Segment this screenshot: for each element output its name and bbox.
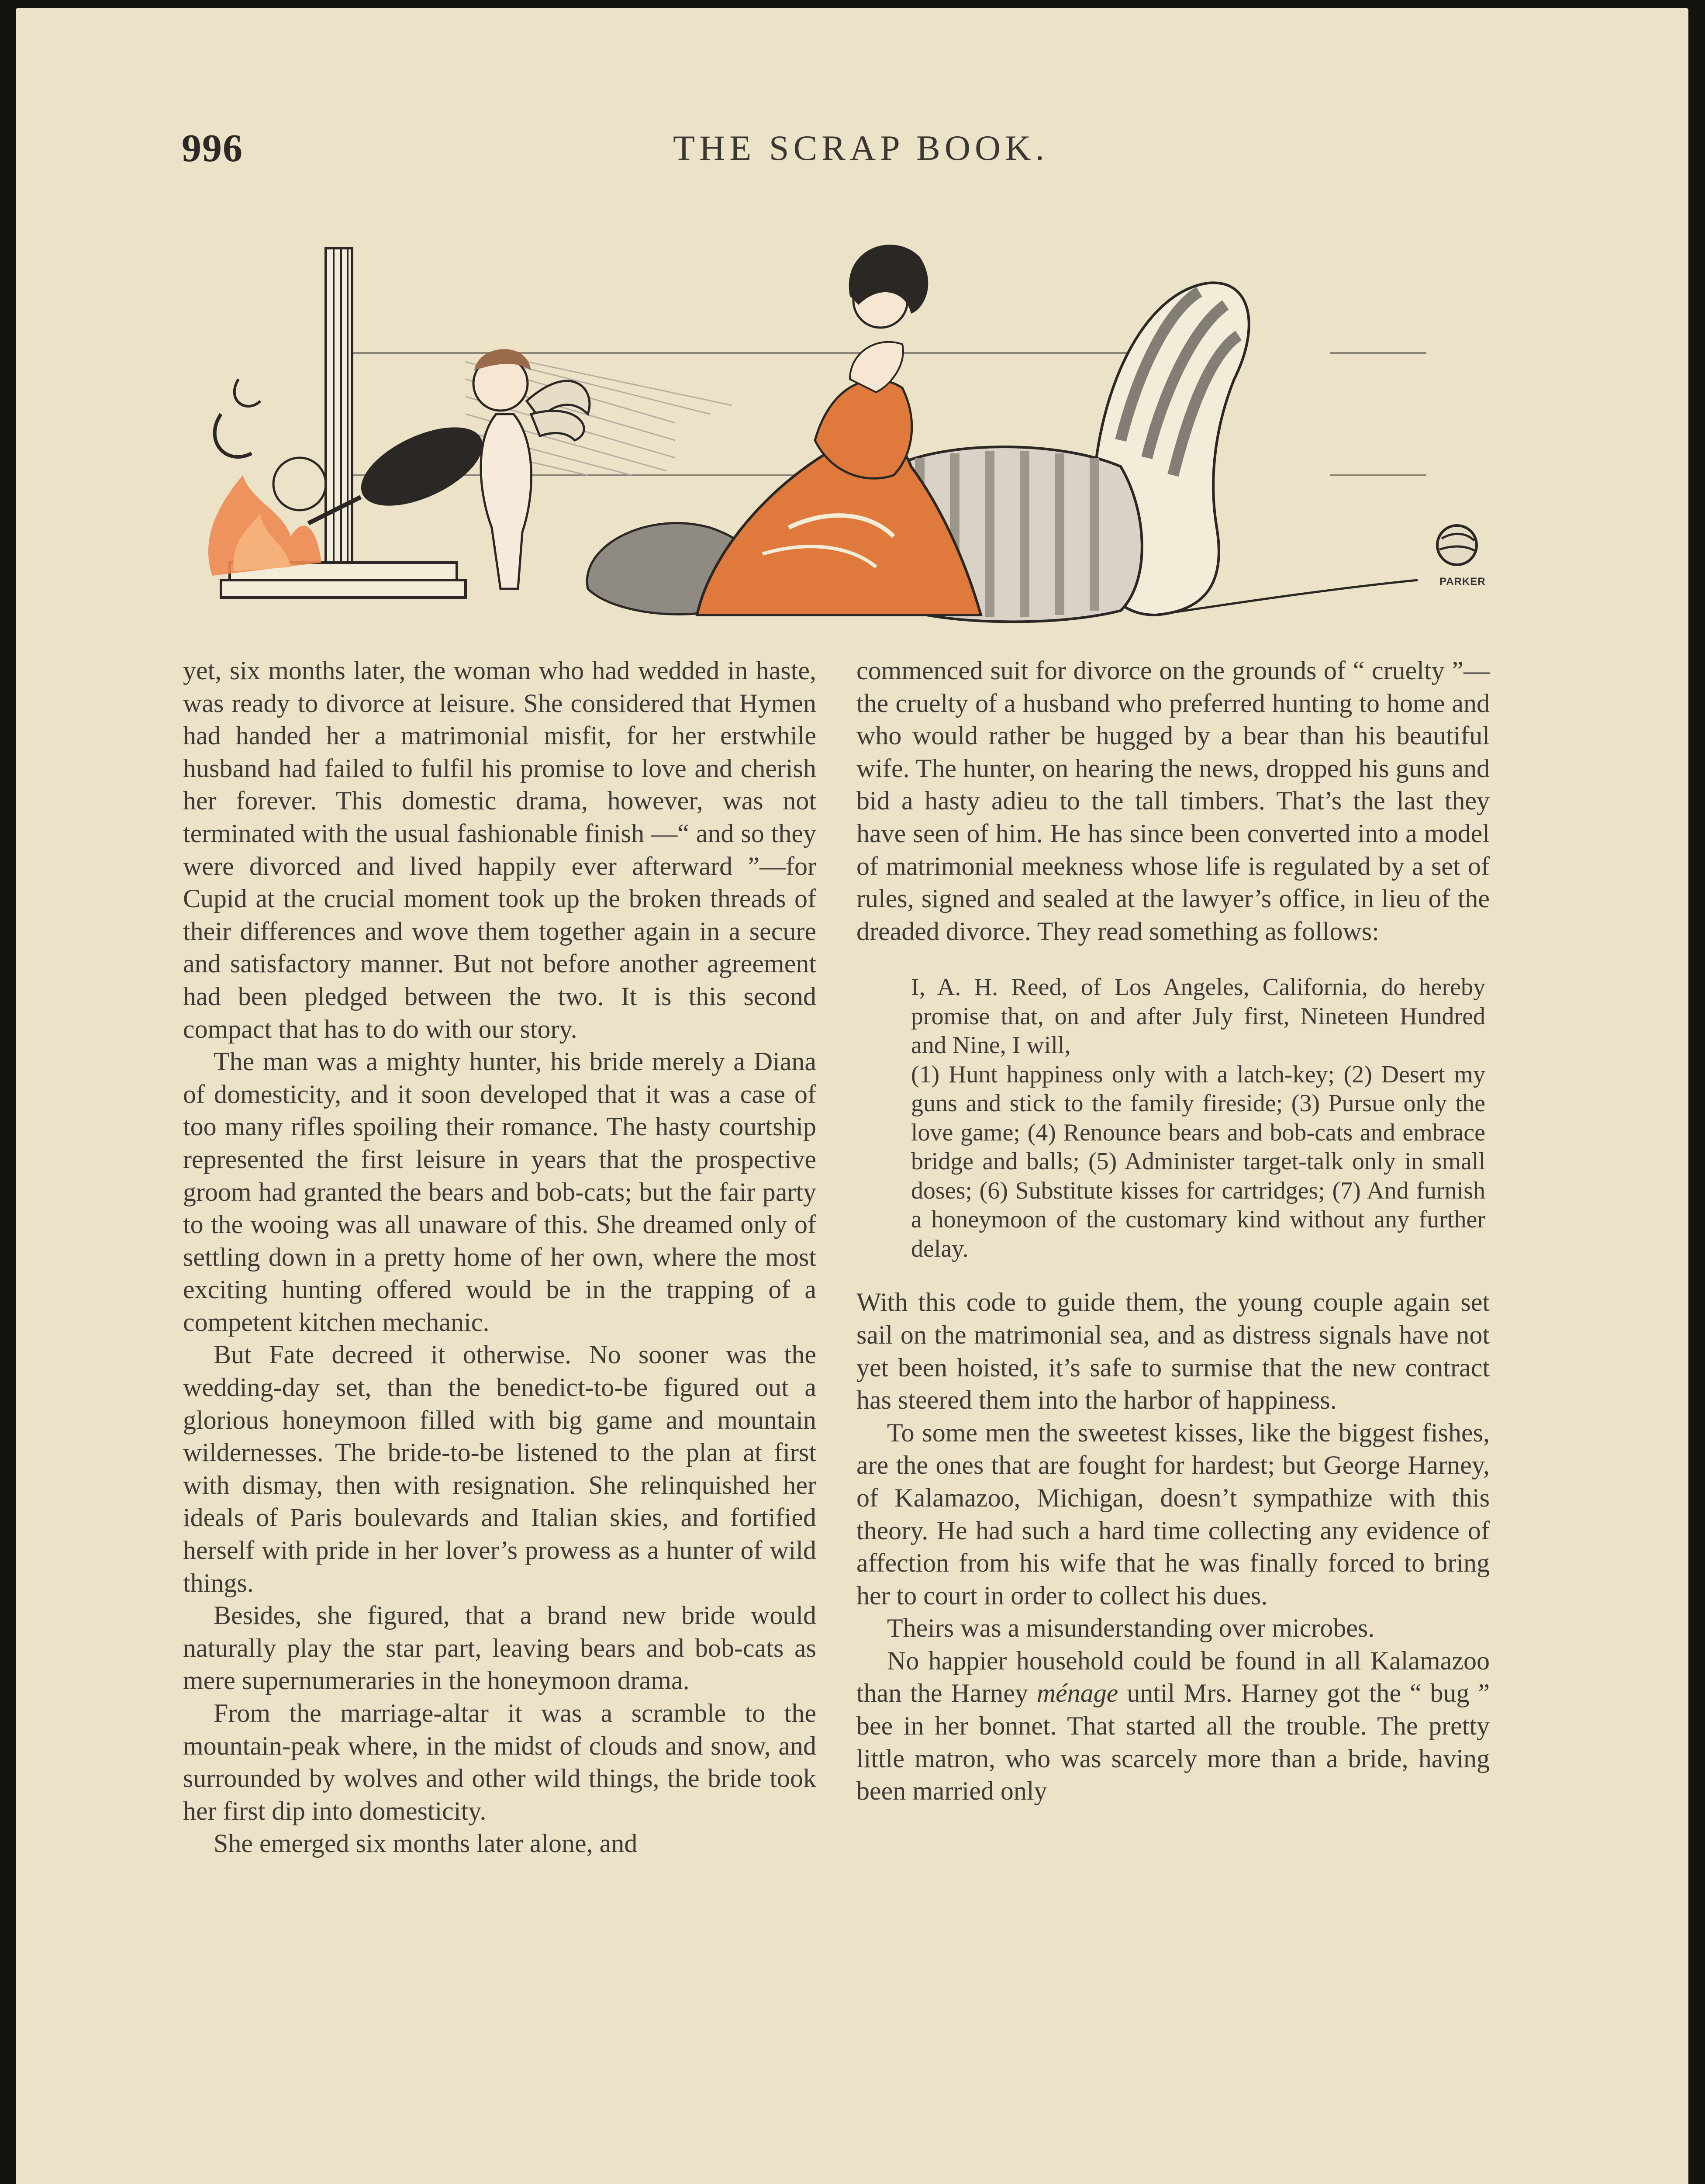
- fire: [208, 379, 326, 576]
- text-run: No happier household could be found in all Kalamazoo than the Harney: [856, 1646, 1490, 1708]
- paragraph: yet, six months later, the woman who had wedded in haste, was ready to divorce at leisure. She considered that Hymen had handed her a matrimonial misfit, for her erstwhile husband had failed to fulfil his promise to love and cherish her forever. This domestic drama, however, was not terminated with the usual fashionable finish —“ and so they were divorced and lived happily ever afterward ”—for Cupid at the crucial moment took up the broken threads of their differences and wove them together again in a secure and satisfactory manner. But not before another agreement had been pledged between the two. It is this second compact that has to do with our story.: [183, 656, 816, 1044]
- paragraph: She emerged six months later alone, and: [214, 1829, 638, 1858]
- scrapbook-page: [16, 8, 1688, 2184]
- paragraph: commenced suit for divorce on the grounds of “ cruelty ”—the cruelty of a husband who preferred hunting to home and who would rather be hugged by a bear than his beautiful wife. The hunter, on hearing the news, dropped his guns and bid a hasty adieu to the tall timbers. That’s the last they have seen of him. He has since been converted into a model of matrimonial meekness whose life is regulated by a set of rules, signed and sealed at the lawyer’s office, in lieu of the dreaded divorce. They read something as follows:: [856, 656, 1490, 946]
- quote-paragraph: (1) Hunt happiness only with a latch-key; (2) Desert my guns and stick to the family fireside; (3) Pursue only the love game; (4) Renounce bears and bob-cats and embrace bridge and balls; (5) Administer target-talk only in small doses; (6) Substitute kisses for cartridges; (7) And furnish a honeymoon of the customary kind without any further delay.: [911, 1061, 1485, 1262]
- pledge-quote: [856, 973, 1490, 1263]
- cupid-and-lady-illustration: [195, 196, 1540, 632]
- paragraph: To some men the sweetest kisses, like the biggest fishes, are the ones that are fought for hardest; but George Harney, of Kalamazoo, Michigan, doesn’t sympathize with this theory. He had such a hard time collecting any evidence of affection from his wife that he was finally forced to bring her to court in order to collect his dues.: [856, 1418, 1490, 1610]
- paragraph: The man was a mighty hunter, his bride merely a Diana of domesticity, and it soon developed that it was a case of too many rifles spoiling their romance. The hasty courtship represented the first leisure in years that the prospective groom had granted the bears and bob-cats; but the fair party to the wooing was all unaware of this. She dreamed only of settling down in a pretty home of her own, where the most exciting hunting offered would be in the trapping of a competent kitchen mechanic.: [183, 1047, 816, 1337]
- paragraph: [856, 1645, 1490, 1807]
- paragraph: Besides, she figured, that a brand new bride would naturally play the star part, leaving bears and bob-cats as mere supernumeraries in the honeymoon drama.: [183, 1601, 816, 1695]
- left-column: [183, 654, 816, 1860]
- running-title: THE SCRAP BOOK.: [673, 128, 1049, 168]
- seated-lady: [697, 245, 981, 615]
- illustration-drawing: [195, 196, 1540, 632]
- illustrator-signature: PARKER: [1439, 576, 1486, 587]
- paragraph: With this code to guide them, the young couple again set sail on the matrimonial sea, and as distress signals have not yet been hoisted, it’s safe to surmise that the new contract has steered them into the harbor of happiness.: [856, 1288, 1490, 1415]
- page-number: 996: [182, 127, 243, 170]
- italic-word: ménage: [1036, 1679, 1118, 1708]
- paragraph: Theirs was a misunderstanding over microbes.: [887, 1614, 1375, 1643]
- page-header: [182, 126, 1540, 187]
- cupid-figure: [473, 349, 590, 589]
- right-column: [856, 654, 1490, 1807]
- paragraph: But Fate decreed it otherwise. No sooner was the wedding-day set, than the benedict-to-be figured out a glorious honeymoon filled with big game and mountain wildernesses. The bride-to-be listened to the plan at first with dismay, then with resignation. She relinquished her ideals of Paris boulevards and Italian skies, and fortified herself with pride in her lover’s prowess as a hunter of wild things.: [183, 1340, 816, 1597]
- quote-paragraph: I, A. H. Reed, of Los Angeles, California, do hereby promise that, on and after July first, Nineteen Hundred and Nine, I will,: [911, 974, 1485, 1059]
- paragraph: From the marriage-altar it was a scramble to the mountain-peak where, in the midst of clouds and snow, and surrounded by wolves and other wild things, the bride took her first dip into domesticity.: [183, 1699, 816, 1825]
- text-run: until Mrs. Harney got the “ bug ” bee in her bonnet. That started all the trouble. The pretty little matron, who was scarcely more than a bride, having been married only: [856, 1679, 1490, 1806]
